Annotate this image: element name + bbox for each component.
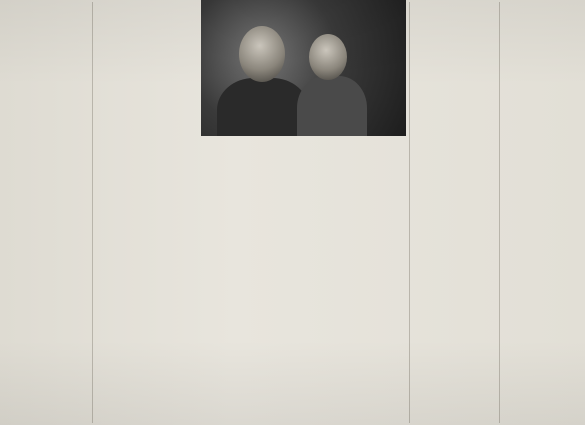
photo-figure-right xyxy=(297,76,367,136)
photo-figure-left xyxy=(217,78,309,136)
article-column-3 xyxy=(409,2,499,423)
photo-face-left xyxy=(239,26,285,82)
article-column-2 xyxy=(92,2,198,423)
article-column-4 xyxy=(499,2,585,423)
article-photo xyxy=(201,0,406,136)
article-column-1 xyxy=(0,2,92,423)
center-right-column xyxy=(307,141,407,144)
center-subcolumns xyxy=(201,141,406,144)
center-left-column xyxy=(201,141,301,144)
photo-face-right xyxy=(309,34,347,80)
article-center-block xyxy=(198,0,409,425)
